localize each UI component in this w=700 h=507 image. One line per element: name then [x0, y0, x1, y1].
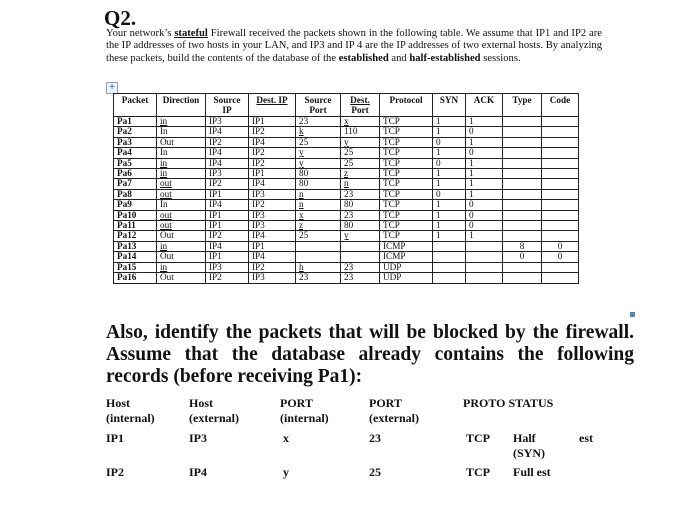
- cell-source-ip: IP1: [206, 189, 249, 199]
- cell-dest-port: z: [341, 169, 380, 179]
- packet-row: [114, 252, 579, 262]
- rec1-proto: TCP: [466, 431, 490, 445]
- established-keyword: established: [338, 52, 389, 64]
- cell-type: 8: [503, 241, 542, 251]
- cell-dest-ip: IP3: [249, 273, 296, 283]
- rec-header-proto-status: PROTO STATUS: [463, 396, 554, 410]
- cell-source-ip: IP4: [206, 158, 249, 168]
- cell-source-ip: IP4: [206, 148, 249, 158]
- cell-source-ip: IP1: [206, 252, 249, 262]
- question-intro: Your network’s stateful Firewall received the packets shown in the following table. We assume that IP1 and IP2 are the IP addresses of two hosts in your LAN, and IP3 and IP 4 are the IP addresses of two external hosts. By analyzing these packets, build the contents of the database of the established and half-established sessions.: [106, 28, 602, 64]
- cell-direction: in: [157, 262, 206, 272]
- col-source-ip: Source IP: [206, 94, 249, 117]
- cell-dest-ip: IP4: [249, 179, 296, 189]
- rec-header-port-external: PORT (external): [369, 396, 419, 425]
- cell-packet: Pa4: [114, 148, 157, 158]
- cell-syn: 1: [433, 127, 466, 137]
- cell-dest-port: 110: [341, 127, 380, 137]
- cell-type: [503, 200, 542, 210]
- cell-dest-port: [341, 241, 380, 251]
- cell-source-port: [296, 252, 341, 262]
- cell-code: [542, 262, 579, 272]
- cell-dest-ip: IP3: [249, 221, 296, 231]
- table-move-handle-icon[interactable]: +: [106, 82, 118, 94]
- cell-source-port: [296, 241, 341, 251]
- cell-direction: In: [157, 148, 206, 158]
- rec2-port-external: 25: [369, 465, 381, 479]
- cell-packet: Pa15: [114, 262, 157, 272]
- packet-row: [114, 221, 579, 231]
- cell-packet: Pa16: [114, 273, 157, 283]
- cell-ack: 0: [466, 127, 503, 137]
- cell-protocol: TCP: [380, 179, 433, 189]
- col-type: Type: [503, 94, 542, 117]
- cell-syn: 0: [433, 158, 466, 168]
- cell-dest-ip: IP4: [249, 252, 296, 262]
- cell-packet: Pa6: [114, 169, 157, 179]
- cell-packet: Pa14: [114, 252, 157, 262]
- packet-table-body: [114, 117, 579, 284]
- cell-direction: in: [157, 169, 206, 179]
- cell-type: [503, 273, 542, 283]
- cell-source-port: 80: [296, 169, 341, 179]
- cell-ack: 1: [466, 189, 503, 199]
- also-question-text: Also, identify the packets that will be blocked by the firewall. Assume that the database already contains the following records (before receiving Pa1):: [106, 322, 634, 387]
- col-direction: Direction: [157, 94, 206, 117]
- cell-packet: Pa7: [114, 179, 157, 189]
- rec1-status-extra: est: [579, 431, 593, 445]
- packet-row: [114, 137, 579, 147]
- cell-code: [542, 148, 579, 158]
- packet-row: [114, 117, 579, 127]
- cell-code: [542, 127, 579, 137]
- cell-packet: Pa5: [114, 158, 157, 168]
- cell-protocol: TCP: [380, 210, 433, 220]
- cell-code: [542, 210, 579, 220]
- cell-code: [542, 189, 579, 199]
- cell-syn: [433, 273, 466, 283]
- cell-source-port: y: [296, 158, 341, 168]
- cell-dest-port: 23: [341, 273, 380, 283]
- cell-packet: Pa13: [114, 241, 157, 251]
- cell-ack: 0: [466, 221, 503, 231]
- col-syn: SYN: [433, 94, 466, 117]
- cell-ack: 1: [466, 169, 503, 179]
- rec2-port-internal: y: [283, 465, 289, 479]
- rec1-status: Half (SYN): [513, 431, 545, 460]
- col-dest-port: Dest. Port: [341, 94, 380, 117]
- cell-syn: [433, 241, 466, 251]
- cell-dest-port: x: [341, 117, 380, 127]
- question-title: Q2.: [104, 6, 137, 30]
- cell-code: [542, 231, 579, 241]
- rec2-proto: TCP: [466, 465, 490, 479]
- cell-code: [542, 179, 579, 189]
- packet-row: [114, 158, 579, 168]
- packet-row: [114, 169, 579, 179]
- col-protocol: Protocol: [380, 94, 433, 117]
- cell-dest-ip: IP3: [249, 189, 296, 199]
- cell-protocol: ICMP: [380, 241, 433, 251]
- cell-dest-port: 80: [341, 200, 380, 210]
- cell-source-port: n: [296, 189, 341, 199]
- cell-source-ip: IP2: [206, 137, 249, 147]
- col-dest-ip: Dest. IP: [249, 94, 296, 117]
- cell-dest-port: 25: [341, 148, 380, 158]
- cell-dest-port: y: [341, 231, 380, 241]
- cell-ack: 0: [466, 210, 503, 220]
- cell-protocol: ICMP: [380, 252, 433, 262]
- packet-row: [114, 127, 579, 137]
- cell-code: 0: [542, 252, 579, 262]
- cell-dest-ip: IP3: [249, 210, 296, 220]
- col-source-port: Source Port: [296, 94, 341, 117]
- stateful-keyword: stateful: [174, 28, 208, 39]
- cell-source-port: z: [296, 221, 341, 231]
- cell-source-ip: IP1: [206, 210, 249, 220]
- cell-dest-ip: IP1: [249, 169, 296, 179]
- cell-code: [542, 137, 579, 147]
- packet-table-header: [114, 94, 579, 117]
- cell-ack: [466, 252, 503, 262]
- cell-ack: [466, 262, 503, 272]
- cell-dest-port: 25: [341, 158, 380, 168]
- cell-source-port: 23: [296, 273, 341, 283]
- cell-syn: 1: [433, 221, 466, 231]
- cell-ack: [466, 241, 503, 251]
- cell-packet: Pa10: [114, 210, 157, 220]
- cell-source-port: h: [296, 262, 341, 272]
- cell-type: [503, 158, 542, 168]
- cell-direction: Out: [157, 231, 206, 241]
- cell-syn: 0: [433, 189, 466, 199]
- cell-packet: Pa8: [114, 189, 157, 199]
- cell-type: [503, 231, 542, 241]
- cell-direction: out: [157, 221, 206, 231]
- cell-ack: [466, 273, 503, 283]
- cell-packet: Pa3: [114, 137, 157, 147]
- cell-source-ip: IP3: [206, 169, 249, 179]
- cell-code: [542, 158, 579, 168]
- cell-code: [542, 117, 579, 127]
- cell-source-ip: IP4: [206, 241, 249, 251]
- packet-row: [114, 262, 579, 272]
- cell-packet: Pa12: [114, 231, 157, 241]
- cell-dest-port: [341, 252, 380, 262]
- cell-direction: out: [157, 189, 206, 199]
- half-established-keyword: half-established: [409, 52, 481, 64]
- cell-source-ip: IP4: [206, 127, 249, 137]
- cell-type: [503, 221, 542, 231]
- cell-code: 0: [542, 241, 579, 251]
- cell-syn: 1: [433, 210, 466, 220]
- cell-type: [503, 262, 542, 272]
- cell-source-ip: IP2: [206, 179, 249, 189]
- cell-source-ip: IP2: [206, 273, 249, 283]
- cell-protocol: TCP: [380, 169, 433, 179]
- cell-syn: 1: [433, 148, 466, 158]
- cell-code: [542, 200, 579, 210]
- rec1-port-internal: x: [283, 431, 289, 445]
- cell-syn: [433, 262, 466, 272]
- rec2-host-external: IP4: [189, 465, 207, 479]
- cell-dest-ip: IP4: [249, 231, 296, 241]
- rec2-status: Full est: [513, 465, 551, 479]
- rec1-port-external: 23: [369, 431, 381, 445]
- cell-packet: Pa9: [114, 200, 157, 210]
- cell-packet: Pa1: [114, 117, 157, 127]
- cell-dest-port: 23: [341, 210, 380, 220]
- cell-syn: 1: [433, 231, 466, 241]
- cell-ack: 0: [466, 148, 503, 158]
- packet-row: [114, 273, 579, 283]
- cell-dest-ip: IP2: [249, 262, 296, 272]
- cell-source-port: n: [296, 200, 341, 210]
- cell-type: [503, 148, 542, 158]
- rec-header-host-external: Host (external): [189, 396, 239, 425]
- cell-source-ip: IP3: [206, 262, 249, 272]
- rec-header-host-internal: Host (internal): [106, 396, 155, 425]
- col-code: Code: [542, 94, 579, 117]
- cell-syn: 1: [433, 169, 466, 179]
- cell-ack: 1: [466, 231, 503, 241]
- cell-source-port: k: [296, 127, 341, 137]
- packet-row: [114, 179, 579, 189]
- cell-dest-port: 23: [341, 262, 380, 272]
- cell-syn: 0: [433, 137, 466, 147]
- cell-type: [503, 179, 542, 189]
- cell-protocol: UDP: [380, 262, 433, 272]
- cell-direction: out: [157, 210, 206, 220]
- packet-row: [114, 231, 579, 241]
- cell-protocol: TCP: [380, 200, 433, 210]
- table-resize-handle[interactable]: [630, 312, 635, 317]
- packet-row: [114, 148, 579, 158]
- rec1-host-internal: IP1: [106, 431, 124, 445]
- cell-code: [542, 273, 579, 283]
- cell-source-port: x: [296, 210, 341, 220]
- packet-table: [113, 93, 579, 284]
- cell-direction: in: [157, 117, 206, 127]
- cell-code: [542, 169, 579, 179]
- cell-syn: 1: [433, 200, 466, 210]
- cell-source-port: 23: [296, 117, 341, 127]
- cell-type: 0: [503, 252, 542, 262]
- cell-packet: Pa11: [114, 221, 157, 231]
- cell-protocol: TCP: [380, 137, 433, 147]
- cell-dest-port: 80: [341, 221, 380, 231]
- cell-direction: Out: [157, 137, 206, 147]
- cell-source-ip: IP1: [206, 221, 249, 231]
- cell-syn: [433, 252, 466, 262]
- cell-type: [503, 127, 542, 137]
- cell-ack: 1: [466, 137, 503, 147]
- cell-dest-ip: IP2: [249, 127, 296, 137]
- cell-ack: 1: [466, 179, 503, 189]
- cell-dest-ip: IP1: [249, 241, 296, 251]
- packet-row: [114, 200, 579, 210]
- cell-syn: 1: [433, 117, 466, 127]
- cell-dest-ip: IP2: [249, 200, 296, 210]
- cell-dest-ip: IP2: [249, 158, 296, 168]
- cell-dest-ip: IP2: [249, 148, 296, 158]
- rec2-host-internal: IP2: [106, 465, 124, 479]
- cell-source-port: 80: [296, 179, 341, 189]
- cell-dest-port: n: [341, 179, 380, 189]
- cell-protocol: TCP: [380, 221, 433, 231]
- cell-source-port: y: [296, 148, 341, 158]
- cell-direction: out: [157, 179, 206, 189]
- cell-type: [503, 169, 542, 179]
- cell-type: [503, 137, 542, 147]
- cell-protocol: TCP: [380, 117, 433, 127]
- cell-ack: 0: [466, 200, 503, 210]
- col-ack: ACK: [466, 94, 503, 117]
- cell-code: [542, 221, 579, 231]
- cell-type: [503, 210, 542, 220]
- cell-protocol: TCP: [380, 148, 433, 158]
- cell-direction: In: [157, 200, 206, 210]
- cell-direction: Out: [157, 252, 206, 262]
- cell-direction: in: [157, 158, 206, 168]
- cell-type: [503, 117, 542, 127]
- cell-protocol: TCP: [380, 127, 433, 137]
- cell-source-ip: IP3: [206, 117, 249, 127]
- cell-protocol: TCP: [380, 189, 433, 199]
- cell-direction: In: [157, 127, 206, 137]
- cell-source-port: 25: [296, 137, 341, 147]
- cell-direction: in: [157, 241, 206, 251]
- cell-syn: 1: [433, 179, 466, 189]
- cell-type: [503, 189, 542, 199]
- cell-dest-ip: IP1: [249, 117, 296, 127]
- cell-protocol: TCP: [380, 158, 433, 168]
- cell-dest-ip: IP4: [249, 137, 296, 147]
- cell-ack: 1: [466, 158, 503, 168]
- cell-protocol: UDP: [380, 273, 433, 283]
- cell-ack: 1: [466, 117, 503, 127]
- cell-source-port: 25: [296, 231, 341, 241]
- cell-direction: Out: [157, 273, 206, 283]
- cell-dest-port: 23: [341, 189, 380, 199]
- rec-header-port-internal: PORT (internal): [280, 396, 329, 425]
- cell-source-ip: IP2: [206, 231, 249, 241]
- rec1-host-external: IP3: [189, 431, 207, 445]
- packet-row: [114, 189, 579, 199]
- packet-row: [114, 241, 579, 251]
- cell-source-ip: IP4: [206, 200, 249, 210]
- cell-packet: Pa2: [114, 127, 157, 137]
- cell-protocol: TCP: [380, 231, 433, 241]
- packet-row: [114, 210, 579, 220]
- col-packet: Packet: [114, 94, 157, 117]
- cell-dest-port: y: [341, 137, 380, 147]
